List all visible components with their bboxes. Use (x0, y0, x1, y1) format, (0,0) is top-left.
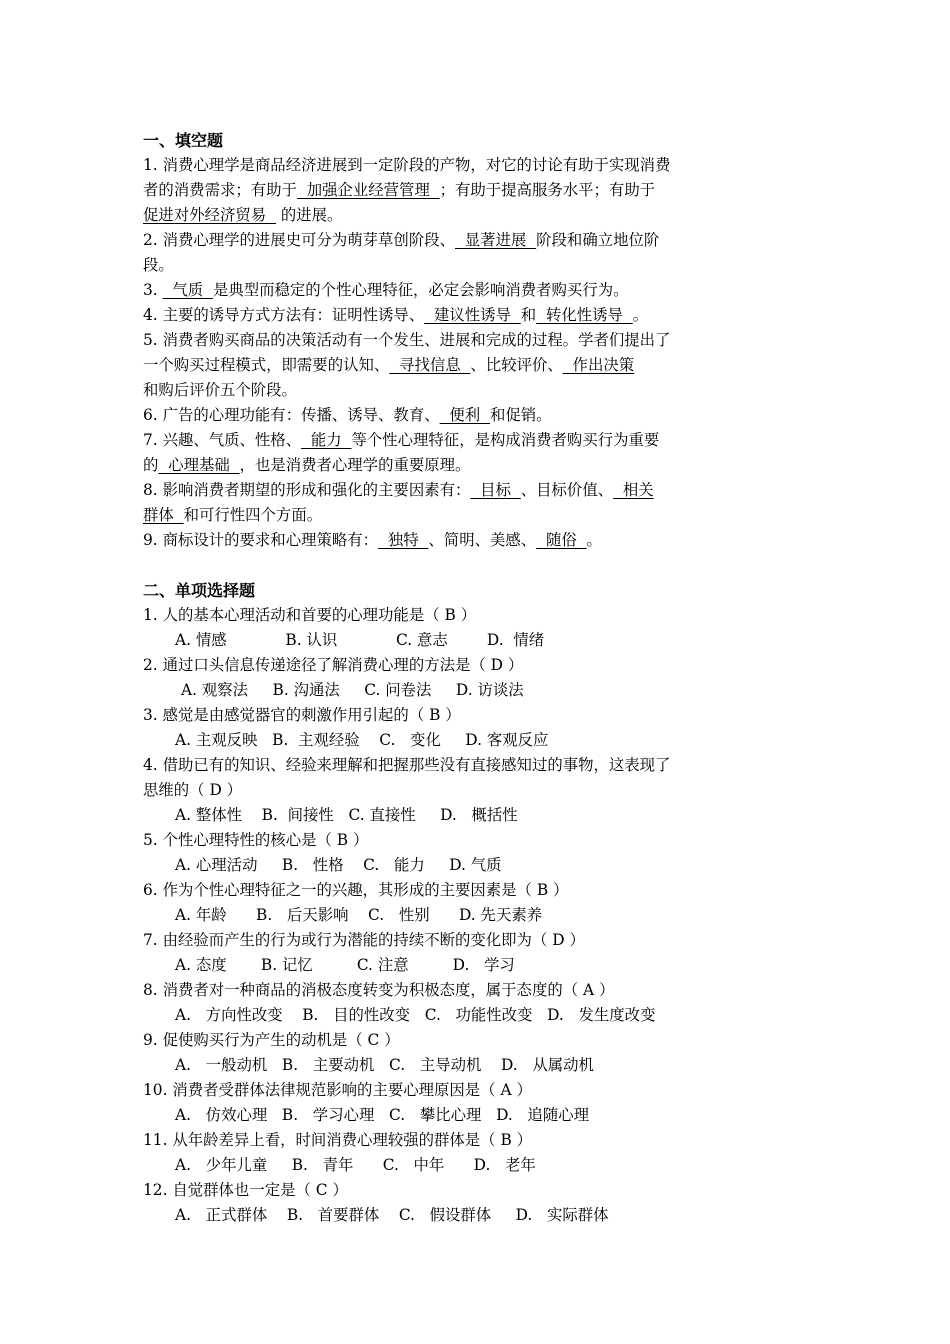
line-text: 9. 商标设计的要求和心理策略有： (143, 531, 379, 549)
question-text: 6. 作为个性心理特征之一的兴趣，其形成的主要因素是（ B ） (143, 881, 569, 899)
answer-blank: 促进对外经济贸易 (143, 206, 276, 224)
answer-blank: 能力 (301, 431, 352, 449)
fill-line (143, 278, 811, 303)
line-text: 8. 影响消费者期望的形成和强化的主要因素有： (143, 481, 471, 499)
answer-blank: 寻找信息 (389, 356, 471, 374)
fill-line (143, 153, 811, 178)
answer-blank: 随俗 (536, 531, 587, 549)
question-item (143, 703, 811, 753)
fill-line (143, 328, 811, 353)
line-text: 1. 消费心理学是商品经济进展到一定阶段的产物，对它的讨论有助于实现消费 (143, 156, 671, 174)
line-text: 。 (632, 306, 649, 324)
answer-blank: 心理基础 (158, 456, 240, 474)
question-item (143, 928, 811, 978)
question-item (143, 1078, 811, 1128)
answer-blank: 建议性诱导 (424, 306, 521, 324)
fill-line (143, 303, 811, 328)
question-item (143, 1128, 811, 1178)
fill-line (143, 203, 811, 228)
question-item (143, 753, 811, 828)
question-item (143, 603, 811, 653)
fill-line (143, 378, 811, 403)
line-text: 阶段和确立地位阶 (536, 231, 660, 249)
line-text: 和购后评价五个阶段。 (143, 381, 297, 399)
question-options: A. 仿效心理 B. 学习心理 C. 攀比心理 D. 追随心理 (175, 1106, 589, 1124)
answer-blank: 显著进展 (455, 231, 537, 249)
question-options: A. 一般动机 B. 主要动机 C. 主导动机 D. 从属动机 (175, 1056, 594, 1074)
choice-section-body (143, 603, 811, 1228)
fill-line (143, 503, 811, 528)
question-options: A. 主观反映 B. 主观经验 C. 变化 D. 客观反应 (175, 731, 549, 749)
line-text: 的进展。 (275, 206, 343, 224)
question-options: A. 情感 B. 认识 C. 意志 D. 情绪 (175, 631, 545, 649)
fill-line (143, 178, 811, 203)
line-text: 等个性心理特征，是构成消费者购买行为重要 (351, 431, 660, 449)
line-text: 。 (586, 531, 602, 549)
line-text: 、目标价值、 (520, 481, 614, 499)
line-text: 的 (143, 456, 159, 474)
fill-section-body (143, 153, 811, 553)
line-text: 7. 兴趣、气质、性格、 (143, 431, 302, 449)
question-text: 思维的（ D ） (143, 781, 243, 799)
question-text: 1. 人的基本心理活动和首要的心理功能是（ B ） (143, 606, 477, 624)
question-options: A. 方向性改变 B. 目的性改变 C. 功能性改变 D. 发生度改变 (175, 1006, 656, 1024)
question-options: A. 心理活动 B. 性格 C. 能力 D. 气质 (175, 856, 502, 874)
question-text: 9. 促使购买行为产生的动机是（ C ） (143, 1031, 400, 1049)
line-text: 和促销。 (489, 406, 552, 424)
line-text: 者的消费需求；有助于 (143, 181, 297, 199)
question-text: 8. 消费者对一种商品的消极态度转变为积极态度，属于态度的（ A ） (143, 981, 615, 999)
answer-blank: 作出决策 (562, 356, 635, 374)
line-text: 6. 广告的心理功能有：传播、诱导、教育、 (143, 406, 440, 424)
line-text: ，也是消费者心理学的重要原理。 (239, 456, 471, 474)
line-text: 4. 主要的诱导方式方法有：证明性诱导、 (143, 306, 425, 324)
fill-line (143, 353, 811, 378)
question-item (143, 978, 811, 1028)
question-item (143, 878, 811, 928)
question-options: A. 整体性 B. 间接性 C. 直接性 D. 概括性 (175, 806, 518, 824)
line-text: 段。 (143, 256, 174, 274)
section-spacer (143, 553, 811, 578)
line-text: 3. (143, 281, 163, 299)
fill-line (143, 478, 811, 503)
choice-section-title: 二、单项选择题 (143, 581, 256, 600)
answer-blank: 气质 (162, 281, 213, 299)
line-text: 、简明、美感、 (428, 531, 537, 549)
question-options: A. 观察法 B. 沟通法 C. 问卷法 D. 访谈法 (181, 681, 524, 699)
answer-blank: 加强企业经营管理 (296, 181, 440, 199)
line-text: 和可行性四个方面。 (183, 506, 323, 524)
question-options: A. 少年儿童 B. 青年 C. 中年 D. 老年 (175, 1156, 536, 1174)
question-item (143, 1028, 811, 1078)
fill-line (143, 403, 811, 428)
line-text: 一个购买过程模式，即需要的认知、 (143, 356, 390, 374)
question-item (143, 828, 811, 878)
answer-blank: 独特 (378, 531, 429, 549)
question-options: A. 态度 B. 记忆 C. 注意 D. 学习 (175, 956, 515, 974)
line-text: 5. 消费者购买商品的决策活动有一个发生、进展和完成的过程。学者们提出了 (143, 331, 671, 349)
line-text: 、比较评价、 (470, 356, 563, 374)
fill-line (143, 453, 811, 478)
question-item (143, 653, 811, 703)
question-text: 11. 从年龄差异上看，时间消费心理较强的群体是（ B ） (143, 1131, 533, 1149)
question-item (143, 1178, 811, 1228)
line-text: 和 (520, 306, 537, 324)
question-text: 4. 借助已有的知识、经验来理解和把握那些没有直接感知过的事物，这表现了 (143, 756, 671, 774)
fill-line (143, 228, 811, 253)
document-page (143, 128, 811, 1228)
line-text: ；有助于提高服务水平；有助于 (439, 181, 656, 199)
question-options: A. 年龄 B. 后天影响 C. 性别 D. 先天素养 (175, 906, 543, 924)
fill-line (143, 528, 811, 553)
fill-section-title: 一、填空题 (143, 131, 224, 150)
fill-line (143, 428, 811, 453)
answer-blank: 目标 (470, 481, 521, 499)
answer-blank: 便利 (439, 406, 490, 424)
question-text: 12. 自觉群体也一定是（ C ） (143, 1181, 348, 1199)
question-text: 7. 由经验而产生的行为或行为潜能的持续不断的变化即为（ D ） (143, 931, 585, 949)
question-text: 2. 通过口头信息传递途径了解消费心理的方法是（ D ） (143, 656, 524, 674)
answer-blank: 群体 (143, 506, 184, 524)
fill-line (143, 253, 811, 278)
line-text: 是典型而稳定的个性心理特征，必定会影响消费者购买行为。 (212, 281, 629, 299)
question-text: 5. 个性心理特性的核心是（ B ） (143, 831, 369, 849)
answer-blank: 相关 (613, 481, 654, 499)
question-text: 10. 消费者受群体法律规范影响的主要心理原因是（ A ） (143, 1081, 532, 1099)
question-options: A. 正式群体 B. 首要群体 C. 假设群体 D. 实际群体 (175, 1206, 609, 1224)
line-text: 2. 消费心理学的进展史可分为萌芽草创阶段、 (143, 231, 455, 249)
answer-blank: 转化性诱导 (536, 306, 633, 324)
question-text: 3. 感觉是由感觉器官的刺激作用引起的（ B ） (143, 706, 461, 724)
